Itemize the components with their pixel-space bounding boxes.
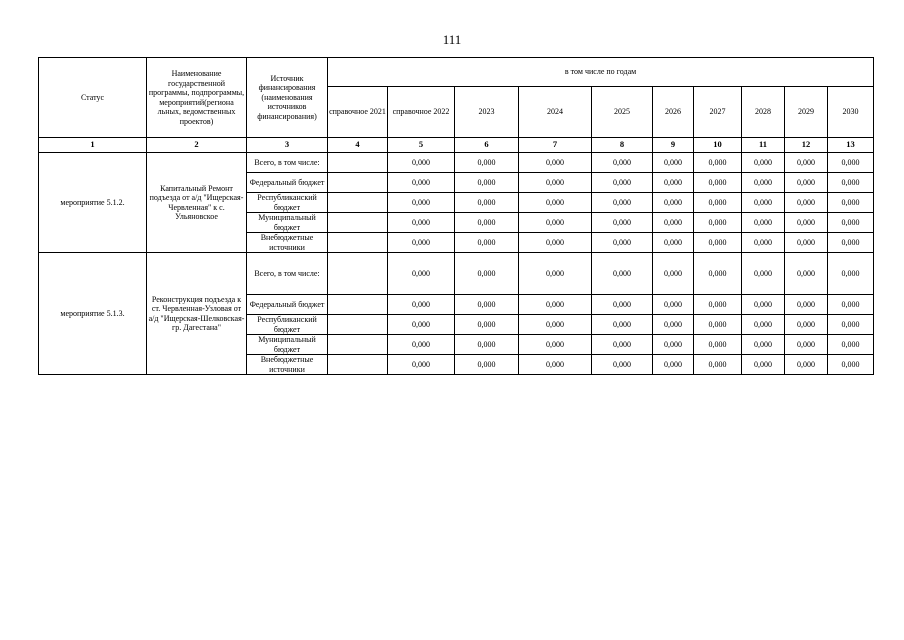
value-cell: 0,000 [388, 153, 455, 173]
value-cell: 0,000 [694, 253, 742, 295]
funding-source: Федеральный бюджет [247, 295, 328, 315]
activity-name: Капитальный Ремонт подъезда от а/д "Ищерская-Червленная" к с. Ульяновское [147, 153, 247, 253]
value-cell: 0,000 [592, 335, 653, 355]
header-year: 2024 [519, 87, 592, 138]
value-cell: 0,000 [785, 355, 828, 375]
page-number: 111 [442, 32, 462, 47]
value-cell: 0,000 [653, 335, 694, 355]
value-cell: 0,000 [785, 253, 828, 295]
value-cell: 0,000 [519, 295, 592, 315]
value-cell: 0,000 [653, 295, 694, 315]
value-cell: 0,000 [694, 295, 742, 315]
value-cell: 0,000 [653, 315, 694, 335]
value-cell: 0,000 [785, 213, 828, 233]
value-cell: 0,000 [653, 213, 694, 233]
value-cell: 0,000 [388, 253, 455, 295]
column-number: 4 [328, 138, 388, 153]
value-cell: 0,000 [694, 213, 742, 233]
value-cell: 0,000 [653, 173, 694, 193]
header-year: 2023 [455, 87, 519, 138]
value-cell: 0,000 [388, 233, 455, 253]
funding-source: Муниципальный бюджет [247, 335, 328, 355]
value-cell: 0,000 [694, 173, 742, 193]
value-cell: 0,000 [455, 295, 519, 315]
value-cell: 0,000 [785, 295, 828, 315]
header-year: справочное 2022 [388, 87, 455, 138]
value-cell: 0,000 [742, 335, 785, 355]
table-row [39, 253, 874, 295]
column-number: 10 [694, 138, 742, 153]
value-cell: 0,000 [519, 335, 592, 355]
header-year: 2025 [592, 87, 653, 138]
header-year: 2026 [653, 87, 694, 138]
value-2021 [328, 153, 388, 173]
value-cell: 0,000 [742, 233, 785, 253]
funding-source: Внебюджетные источники [247, 233, 328, 253]
header-year: 2028 [742, 87, 785, 138]
value-cell: 0,000 [828, 153, 874, 173]
value-2021 [328, 193, 388, 213]
header-year: 2027 [694, 87, 742, 138]
value-cell: 0,000 [455, 233, 519, 253]
value-2021 [328, 315, 388, 335]
value-cell: 0,000 [455, 253, 519, 295]
value-cell: 0,000 [653, 233, 694, 253]
value-cell: 0,000 [828, 173, 874, 193]
value-cell: 0,000 [653, 153, 694, 173]
value-cell: 0,000 [519, 355, 592, 375]
header-name: Наименование государственной программы, подпрограммы, мероприятий(региона льных, ведомственных проектов) [147, 58, 247, 138]
value-cell: 0,000 [455, 315, 519, 335]
column-number: 9 [653, 138, 694, 153]
value-cell: 0,000 [828, 193, 874, 213]
value-cell: 0,000 [592, 153, 653, 173]
value-2021 [328, 295, 388, 315]
funding-source: Республиканский бюджет [247, 315, 328, 335]
value-cell: 0,000 [519, 173, 592, 193]
value-cell: 0,000 [592, 213, 653, 233]
funding-source: Всего, в том числе: [247, 253, 328, 295]
funding-source: Республиканский бюджет [247, 193, 328, 213]
value-cell: 0,000 [519, 193, 592, 213]
value-cell: 0,000 [519, 233, 592, 253]
value-cell: 0,000 [785, 173, 828, 193]
value-cell: 0,000 [455, 153, 519, 173]
header-by-years: в том числе по годам [328, 58, 874, 87]
value-cell: 0,000 [694, 233, 742, 253]
activity-name: Реконструкция подъезда к ст. Червленная-Узловая от а/д "Ищерская-Шелковская-гр. Дагестана" [147, 253, 247, 375]
value-2021 [328, 355, 388, 375]
value-cell: 0,000 [592, 315, 653, 335]
value-cell: 0,000 [592, 295, 653, 315]
value-cell: 0,000 [592, 355, 653, 375]
value-cell: 0,000 [519, 315, 592, 335]
value-cell: 0,000 [828, 335, 874, 355]
value-cell: 0,000 [694, 335, 742, 355]
value-cell: 0,000 [742, 213, 785, 233]
activity-status: мероприятие 5.1.2. [39, 153, 147, 253]
value-cell: 0,000 [388, 355, 455, 375]
value-cell: 0,000 [455, 355, 519, 375]
value-2021 [328, 173, 388, 193]
header-year: справочное 2021 [328, 87, 388, 138]
value-cell: 0,000 [455, 173, 519, 193]
value-2021 [328, 233, 388, 253]
column-number: 12 [785, 138, 828, 153]
value-cell: 0,000 [828, 295, 874, 315]
column-number: 11 [742, 138, 785, 153]
value-cell: 0,000 [388, 193, 455, 213]
value-cell: 0,000 [742, 315, 785, 335]
value-cell: 0,000 [388, 335, 455, 355]
column-number: 2 [147, 138, 247, 153]
value-cell: 0,000 [519, 153, 592, 173]
value-cell: 0,000 [653, 193, 694, 213]
column-number: 1 [39, 138, 147, 153]
value-cell: 0,000 [742, 355, 785, 375]
value-cell: 0,000 [742, 153, 785, 173]
column-number: 13 [828, 138, 874, 153]
column-number: 5 [388, 138, 455, 153]
value-cell: 0,000 [694, 355, 742, 375]
value-cell: 0,000 [828, 355, 874, 375]
value-cell: 0,000 [828, 315, 874, 335]
value-cell: 0,000 [388, 295, 455, 315]
table-row [39, 153, 874, 173]
value-2021 [328, 213, 388, 233]
value-cell: 0,000 [388, 213, 455, 233]
value-2021 [328, 253, 388, 295]
value-cell: 0,000 [592, 173, 653, 193]
header-source: Источник финансирования (наименования источников финансирования) [247, 58, 328, 138]
value-cell: 0,000 [694, 153, 742, 173]
value-cell: 0,000 [388, 173, 455, 193]
value-cell: 0,000 [828, 253, 874, 295]
value-cell: 0,000 [785, 335, 828, 355]
value-cell: 0,000 [785, 193, 828, 213]
value-cell: 0,000 [519, 253, 592, 295]
column-number: 8 [592, 138, 653, 153]
activity-status: мероприятие 5.1.3. [39, 253, 147, 375]
funding-source: Федеральный бюджет [247, 173, 328, 193]
value-cell: 0,000 [592, 233, 653, 253]
funding-source: Внебюджетные источники [247, 355, 328, 375]
value-cell: 0,000 [694, 315, 742, 335]
value-cell: 0,000 [455, 193, 519, 213]
value-cell: 0,000 [742, 173, 785, 193]
column-number: 7 [519, 138, 592, 153]
header-year: 2030 [828, 87, 874, 138]
value-cell: 0,000 [653, 355, 694, 375]
value-cell: 0,000 [742, 253, 785, 295]
header-status: Статус [39, 58, 147, 138]
value-cell: 0,000 [785, 153, 828, 173]
value-cell: 0,000 [742, 295, 785, 315]
value-cell: 0,000 [785, 233, 828, 253]
value-2021 [328, 335, 388, 355]
value-cell: 0,000 [592, 193, 653, 213]
header-year: 2029 [785, 87, 828, 138]
column-number: 6 [455, 138, 519, 153]
value-cell: 0,000 [388, 315, 455, 335]
financing-table [38, 57, 874, 375]
value-cell: 0,000 [694, 193, 742, 213]
value-cell: 0,000 [653, 253, 694, 295]
value-cell: 0,000 [742, 193, 785, 213]
value-cell: 0,000 [785, 315, 828, 335]
value-cell: 0,000 [455, 213, 519, 233]
table-body [39, 153, 874, 375]
value-cell: 0,000 [592, 253, 653, 295]
column-number: 3 [247, 138, 328, 153]
value-cell: 0,000 [828, 213, 874, 233]
column-numbers-row [39, 138, 874, 153]
funding-source: Всего, в том числе: [247, 153, 328, 173]
funding-source: Муниципальный бюджет [247, 213, 328, 233]
value-cell: 0,000 [519, 213, 592, 233]
value-cell: 0,000 [455, 335, 519, 355]
header-row-top [39, 58, 874, 87]
value-cell: 0,000 [828, 233, 874, 253]
